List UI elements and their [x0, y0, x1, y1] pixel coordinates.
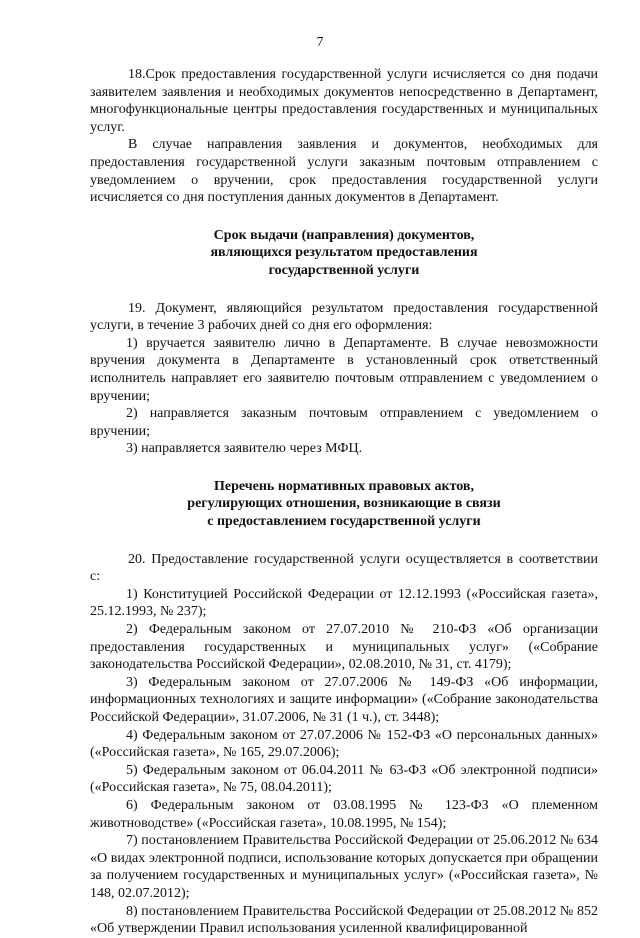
- list-item: 7) постановлением Правительства Российской Федерации от 25.06.2012 № 634 «О видах электронной подписи, использование которых допускается при обращении за получением государственных и муниципальных услуг» («Российская газета», № 148, 02.07.2012);: [90, 833, 598, 901]
- list-item: 8) постановлением Правительства Российской Федерации от 25.08.2012 № 852 «Об утверждении Правил использования усиленной квалифицированной: [90, 903, 598, 937]
- section-heading-line: Перечень нормативных правовых актов,: [214, 478, 474, 494]
- paragraph-18: 18.Срок предоставления государственной услуги исчисляется со дня подачи заявителем заявления и необходимых документов непосредственно в Департамент, многофункциональные центры предоставления государственных и муниципальных услуг.: [90, 67, 598, 135]
- section-heading-line: регулирующих отношения, возникающие в связи: [187, 496, 501, 512]
- section-heading-line: с предоставлением государственной услуги: [207, 514, 481, 530]
- spacer: [90, 280, 598, 300]
- page-number: 7: [316, 35, 324, 50]
- spacer: [90, 531, 598, 551]
- paragraph-20: 20. Предоставление государственной услуги осуществляется в соответствии с:: [90, 551, 598, 585]
- list-item: 3) направляется заявителю через МФЦ.: [126, 441, 363, 457]
- spacer: [90, 207, 598, 227]
- list-item: 6) Федеральным законом от 03.08.1995 № 123-ФЗ «О племенном животноводстве» («Российская газета», 10.08.1995, № 154);: [90, 797, 598, 831]
- list-item: 5) Федеральным законом от 06.04.2011 № 63-ФЗ «Об электронной подписи» («Российская газета», № 75, 08.04.2011);: [90, 762, 598, 796]
- list-item: 1) Конституцией Российской Федерации от 12.12.1993 («Российская газета», 25.12.1993, № 237);: [90, 586, 598, 620]
- list-item: 1) вручается заявителю лично в Департаменте. В случае невозможности вручения документа в Департаменте в установленный срок ответственный исполнитель направляет его заявителю почтовым отправлением с уведомлением о вручении;: [90, 335, 598, 404]
- paragraph-19: 19. Документ, являющийся результатом предоставления государственной услуги, в течение 3 рабочих дней со дня его оформления:: [90, 300, 598, 334]
- section-heading-line: являющихся результатом предоставления: [210, 245, 478, 261]
- list-item: 2) направляется заказным почтовым отправлением с уведомлением о вручении;: [90, 406, 598, 439]
- spacer: [90, 458, 598, 478]
- section-heading-line: Срок выдачи (направления) документов,: [213, 227, 475, 243]
- list-item: 4) Федеральным законом от 27.07.2006 № 152-ФЗ «О персональных данных» («Российская газета», № 165, 29.07.2006);: [90, 727, 598, 761]
- document-body: [90, 66, 598, 938]
- section-heading-line: государственной услуги: [268, 262, 420, 278]
- list-item: 2) Федеральным законом от 27.07.2010 № 210-ФЗ «Об организации предоставления государственных и муниципальных услуг» («Собрание законодательства Российской Федерации», 02.08.2010, № 31, ст. 4179);: [90, 622, 598, 673]
- list-item: 3) Федеральным законом от 27.07.2006 № 149-ФЗ «Об информации, информационных технологиях и защите информации» («Собрание законодательства Российской Федерации», 31.07.2006, № 31 (1 ч.), ст. 3448);: [90, 674, 598, 725]
- paragraph-18-postal: В случае направления заявления и документов, необходимых для предоставления государственной услуги заказным почтовым отправлением с уведомлением о вручении, срок предоставления государственной услуги исчисляется со дня поступления данных документов в Департамент.: [90, 137, 598, 206]
